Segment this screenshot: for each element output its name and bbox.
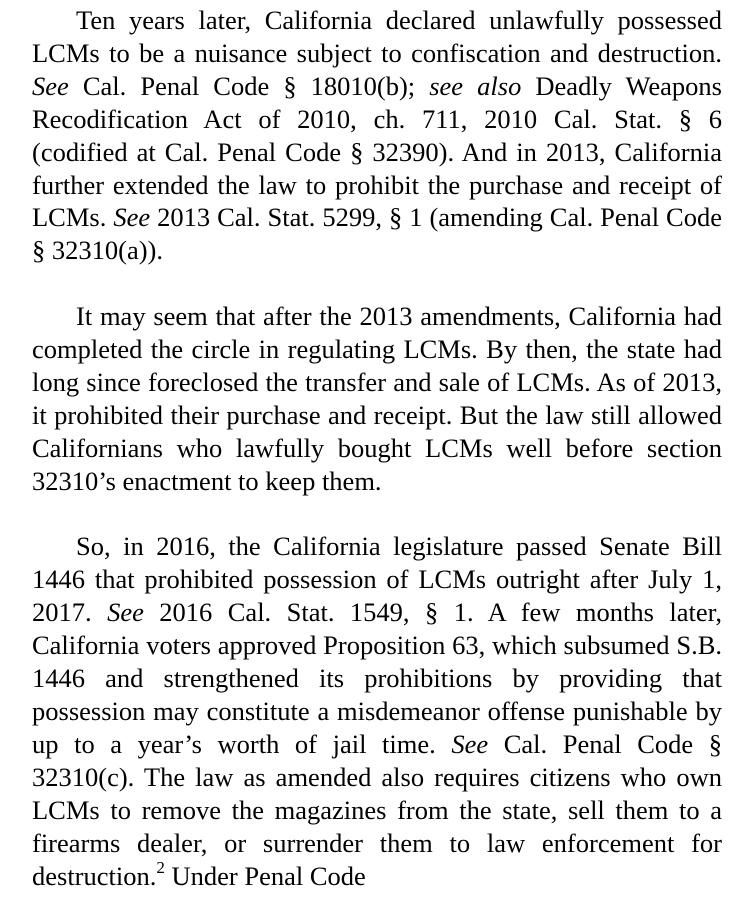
footnote-marker[interactable]: 2 bbox=[156, 857, 165, 877]
document-page bbox=[32, 4, 722, 892]
text-run: 2016 Cal. Stat. 1549, § 1. A few months later, California voters approved Proposition 63, which subsumed S.B. 1446 and strengthened its prohibitions by providing that possession may constitute a misdemeanor offense punishable by up to a year’s worth of jail time. bbox=[32, 597, 722, 759]
signal-see: See bbox=[451, 728, 489, 759]
text-run: Ten years later, California declared unlawfully possessed LCMs to be a nuisance subject to confiscation and destruction. bbox=[32, 5, 722, 68]
paragraph-1 bbox=[32, 4, 722, 267]
text-run: Under Penal Code bbox=[164, 860, 366, 891]
signal-see-also: see also bbox=[429, 70, 522, 101]
signal-see: See bbox=[32, 70, 69, 101]
text-run: Deadly Weapons Recodification Act of 2010, ch. 711, 2010 Cal. Stat. § 6 (codified at Cal. Penal Code § 32390). And in 2013, California further extended the law to prohibit the purchase and receipt of LCMs. bbox=[32, 70, 722, 233]
paragraph-3 bbox=[32, 530, 722, 892]
text-run: Cal. Penal Code § 18010(b); bbox=[68, 70, 430, 101]
text-run: Cal. Penal Code § 32310(c). The law as amended also requires citizens who own LCMs to remove the magazines from the state, sell them to a firearms dealer, or surrender them to law enforcement for destruction. bbox=[32, 728, 722, 891]
text-run: So, in 2016, the California legislature passed Senate Bill 1446 that prohibited possession of LCMs outright after July 1, 2017. bbox=[32, 531, 722, 628]
text-run: It may seem that after the 2013 amendments, California had completed the circle in regulating LCMs. By then, the state had long since foreclosed the transfer and sale of LCMs. As of 2013, it prohibited their purchase and receipt. But the law still allowed Californians who lawfully bought LCMs well before section 32310’s enactment to keep them. bbox=[32, 301, 722, 496]
signal-see: See bbox=[113, 202, 151, 233]
signal-see: See bbox=[107, 597, 144, 628]
paragraph-2 bbox=[32, 300, 722, 497]
text-run: 2013 Cal. Stat. 5299, § 1 (amending Cal. Penal Code § 32310(a)). bbox=[32, 202, 722, 266]
